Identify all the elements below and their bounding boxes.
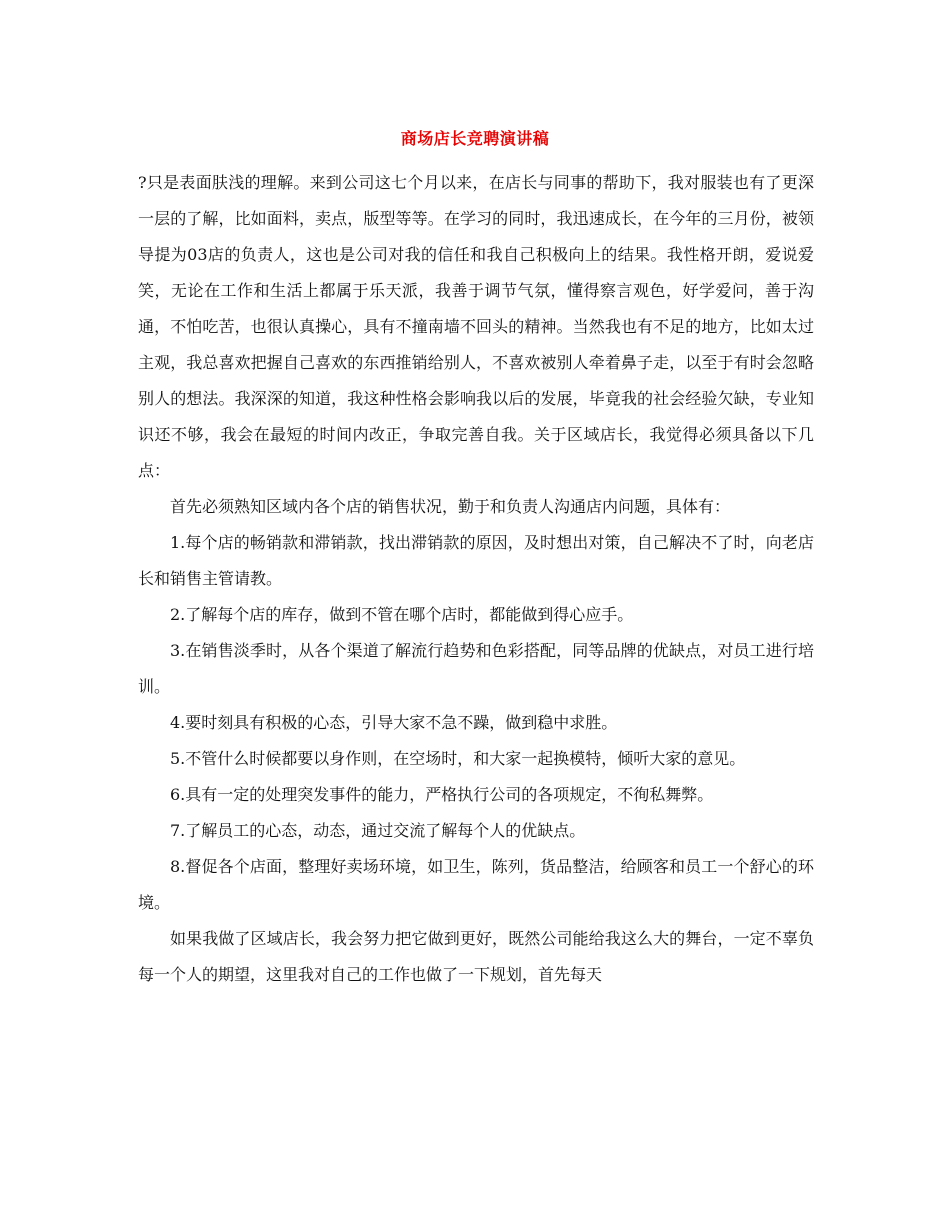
paragraph-requirements-intro: 首先必须熟知区域内各个店的销售状况，勤于和负责人沟通店内问题，具体有： — [170, 497, 731, 516]
paragraph-plan: 如果我做了区域店长，我会努力把它做到更好，既然公司能给我这么大的舞台，一定不辜负每一个人的期望，这里我对自己的工作也做了一下规划，首先每天 — [138, 929, 814, 984]
list-item-2: 2.了解每个店的库存，做到不管在哪个店时，都能做到得心应手。 — [170, 605, 634, 624]
document-body — [138, 165, 814, 993]
document-title: 商场店长竞聘演讲稿 — [400, 129, 550, 148]
paragraph-intro: ?只是表面肤浅的理解。来到公司这七个月以来，在店长与同事的帮助下，我对服装也有了更深一层的了解，比如面料，卖点，版型等等。在学习的同时，我迅速成长，在今年的三月份，被领导提为03店的负责人，这也是公司对我的信任和我自己积极向上的结果。我性格开朗，爱说爱笑，无论在工作和生活上都属于乐天派，我善于调节气氛，懂得察言观色，好学爱问，善于沟通，不怕吃苦，也很认真操心，具有不撞南墙不回头的精神。当然我也有不足的地方，比如太过主观，我总喜欢把握自己喜欢的东西推销给别人，不喜欢被别人牵着鼻子走，以至于有时会忽略别人的想法。我深深的知道，我这种性格会影响我以后的发展，毕竟我的社会经验欠缺，专业知识还不够，我会在最短的时间内改正，争取完善自我。关于区域店长，我觉得必须具备以下几点： — [138, 173, 814, 480]
list-item-5: 5.不管什么时候都要以身作则，在空场时，和大家一起换模特，倾听大家的意见。 — [170, 749, 746, 768]
list-item-4: 4.要时刻具有积极的心态，引导大家不急不躁，做到稳中求胜。 — [170, 713, 618, 732]
list-item-8: 8.督促各个店面，整理好卖场环境，如卫生，陈列，货品整洁，给顾客和员工一个舒心的环境。 — [138, 857, 814, 912]
list-item-3: 3.在销售淡季时，从各个渠道了解流行趋势和色彩搭配，同等品牌的优缺点，对员工进行培训。 — [138, 641, 814, 696]
list-item-6: 6.具有一定的处理突发事件的能力，严格执行公司的各项规定，不徇私舞弊。 — [170, 785, 714, 804]
list-item-1: 1.每个店的畅销款和滞销款，找出滞销款的原因，及时想出对策，自己解决不了时，向老店长和销售主管请教。 — [138, 533, 814, 588]
list-item-7: 7.了解员工的心态，动态，通过交流了解每个人的优缺点。 — [170, 821, 586, 840]
